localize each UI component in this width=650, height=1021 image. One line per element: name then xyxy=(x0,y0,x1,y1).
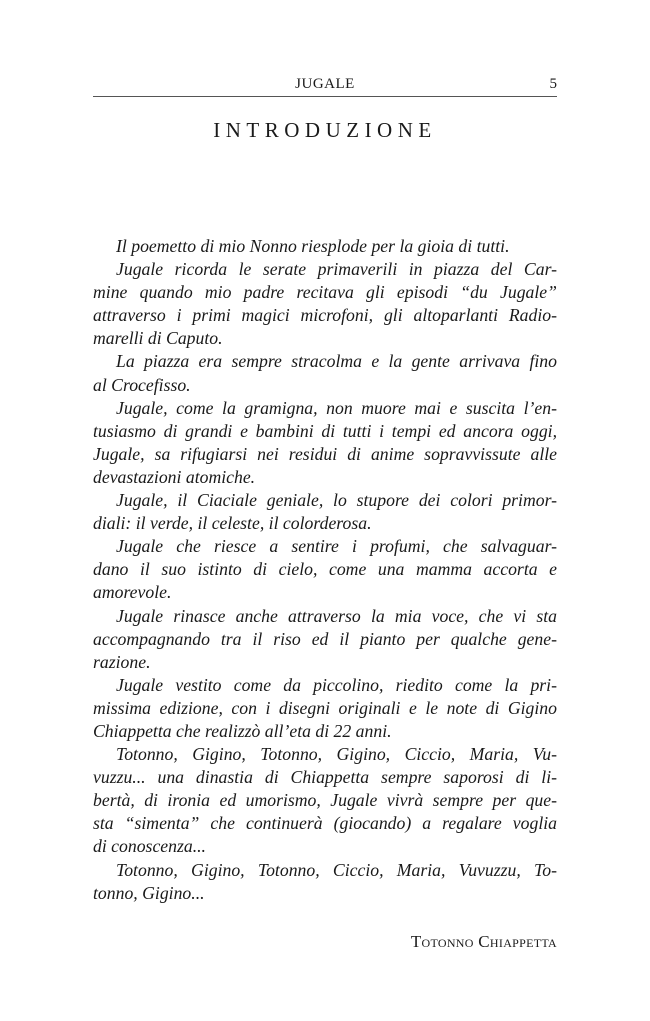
text-line: Jugale, sa rifugiarsi nei residui di anime sopravvissute alle xyxy=(93,443,557,464)
text-line: sta “simenta” che continuerà (giocando) a regalare voglia xyxy=(93,813,557,834)
text-line: Jugale rinasce anche attraverso la mia voce, che vi sta xyxy=(116,605,557,626)
text-line: Jugale ricorda le serate primaverili in piazza del Car- xyxy=(116,259,557,280)
text-line: mine quando mio padre recitava gli episodi “du Jugale” xyxy=(93,282,557,303)
text-line: missima edizione, con i disegni originali e le note di Gigino xyxy=(93,697,557,718)
text-line: marelli di Caputo. xyxy=(93,328,223,349)
text-line: bertà, di ironia ed umorismo, Jugale vivrà sempre per que- xyxy=(93,790,557,811)
text-line: attraverso i primi magici microfoni, gli altoparlanti Radio- xyxy=(93,305,557,326)
author-signature: Totonno Chiappetta xyxy=(410,932,557,951)
text-line: Chiappetta che realizzò all’eta di 22 anni. xyxy=(93,720,392,741)
text-line: dano il suo istinto di cielo, come una mamma accorta e xyxy=(93,559,557,580)
running-header xyxy=(93,74,557,97)
text-line: Il poemetto di mio Nonno riesplode per la gioia di tutti. xyxy=(116,236,510,256)
text-line: vuzzu... una dinastia di Chiappetta sempre saporosi di li- xyxy=(93,767,557,788)
running-title: JUGALE xyxy=(295,76,355,92)
text-line: Jugale vestito come da piccolino, riedito come la pri- xyxy=(116,674,557,695)
text-line: al Crocefisso. xyxy=(93,374,191,395)
page-number: 5 xyxy=(549,76,557,92)
text-line: Jugale, il Ciaciale geniale, lo stupore dei colori primor- xyxy=(116,490,557,511)
text-line: accompagnando tra il riso ed il pianto per qualche gene- xyxy=(93,628,557,649)
text-line: La piazza era sempre stracolma e la gente arrivava fino xyxy=(116,351,557,372)
text-line: Totonno, Gigino, Totonno, Ciccio, Maria, Vuvuzzu, To- xyxy=(116,859,557,880)
text-line: Totonno, Gigino, Totonno, Gigino, Ciccio, Maria, Vu- xyxy=(116,744,557,765)
text-line: devastazioni atomiche. xyxy=(93,466,256,487)
text-line: amorevole. xyxy=(93,582,172,603)
text-line: tonno, Gigino... xyxy=(93,882,205,903)
body-text xyxy=(93,235,557,905)
text-line: razione. xyxy=(93,651,151,672)
text-line: Jugale, come la gramigna, non muore mai e suscita l’en- xyxy=(116,397,557,418)
chapter-title: INTRODUZIONE xyxy=(213,118,437,142)
text-line: tusiasmo di grandi e bambini di tutti i tempi ed ancora oggi, xyxy=(93,420,557,441)
text-line: Jugale che riesce a sentire i profumi, che salvaguar- xyxy=(116,536,557,557)
text-line: diali: il verde, il celeste, il colorderosa. xyxy=(93,513,372,534)
text-line: di conoscenza... xyxy=(93,836,206,857)
